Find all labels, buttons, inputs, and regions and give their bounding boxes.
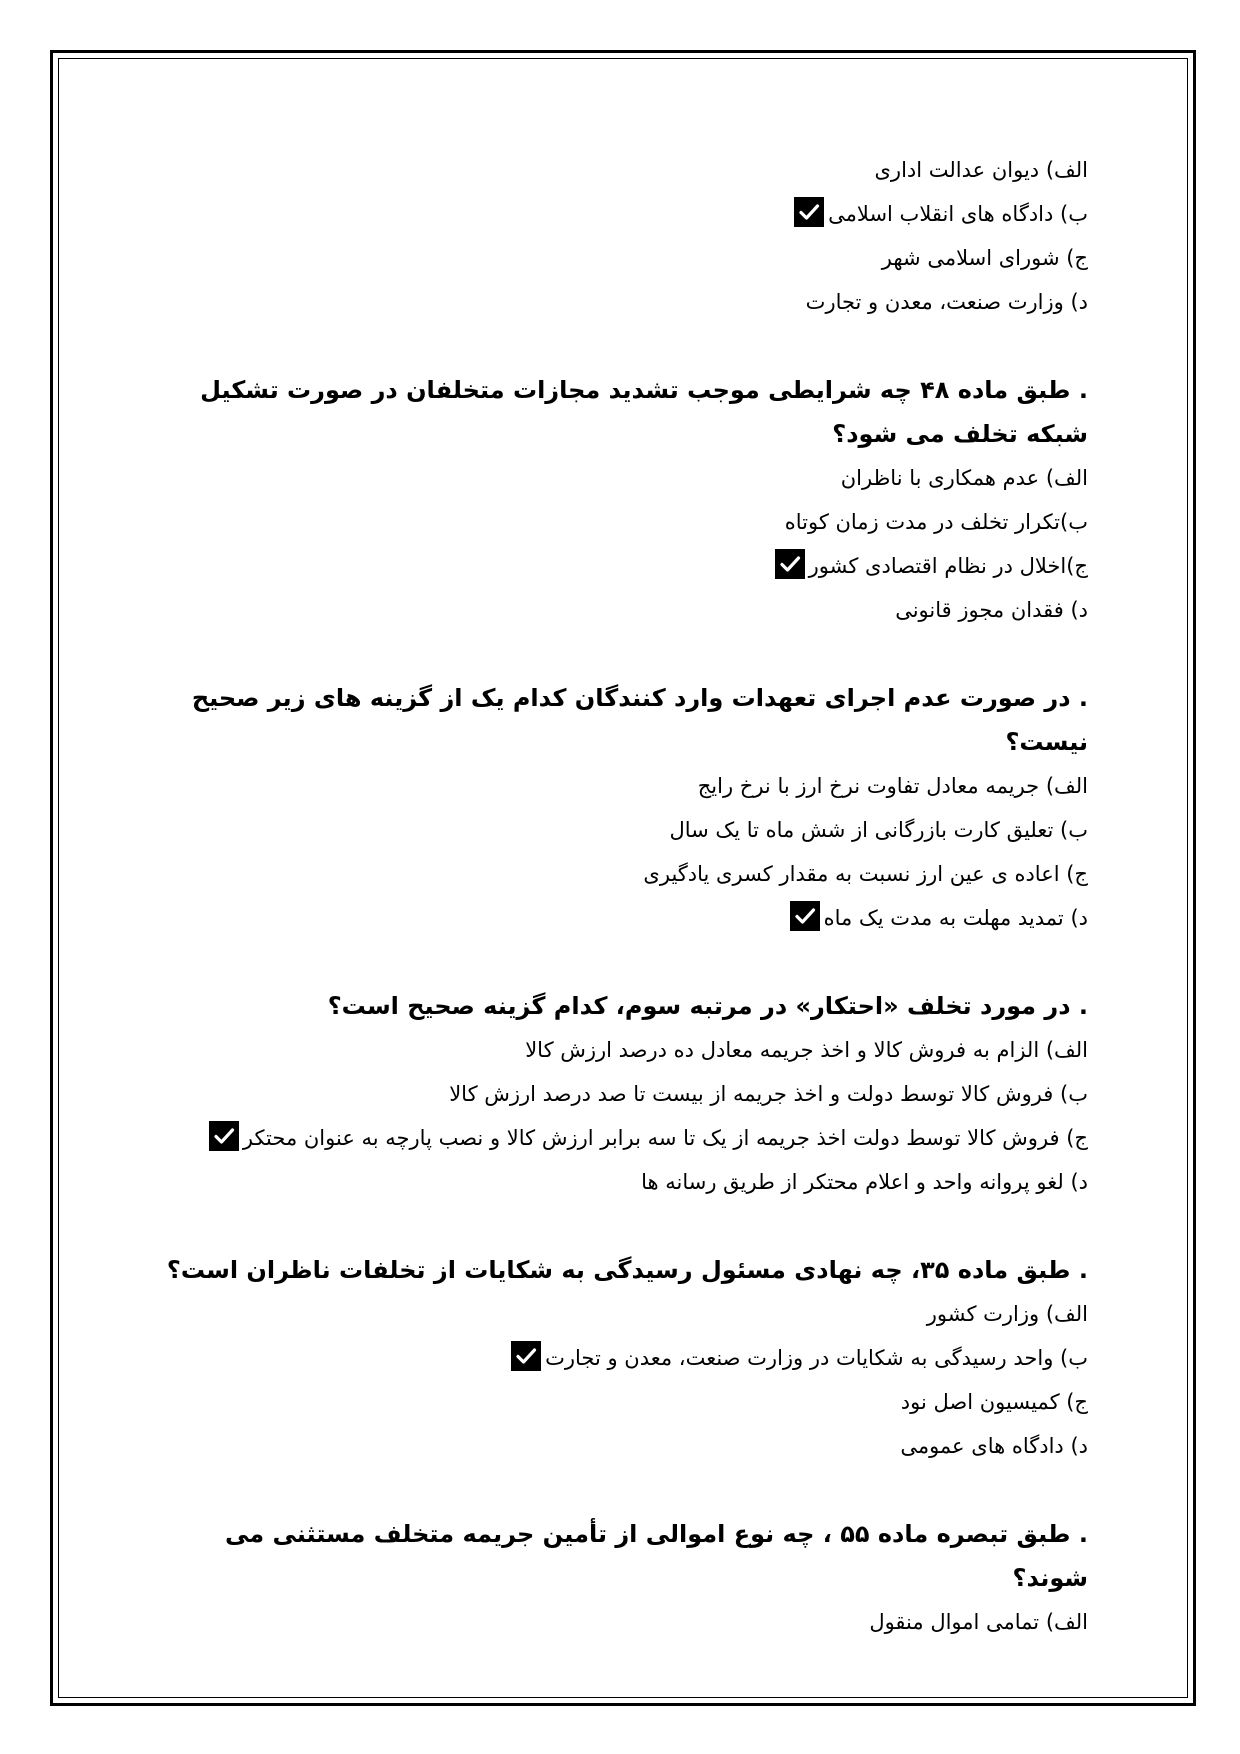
question-block	[150, 984, 1088, 1204]
question-text: . در صورت عدم اجرای تعهدات وارد کنندگان کدام یک از گزینه های زیر صحیح نیست؟	[191, 684, 1088, 756]
answer-option-text: الف) تمامی اموال منقول	[869, 1610, 1088, 1634]
question-block	[150, 148, 1088, 324]
question-text: . طبق ماده ۴۸ چه شرایطی موجب تشدید مجازات متخلفان در صورت تشکیل شبکه تخلف می شود؟	[200, 376, 1088, 448]
answer-option	[150, 1292, 1088, 1336]
answer-option-text: ب) تعلیق کارت بازرگانی از شش ماه تا یک سال	[669, 818, 1088, 842]
answer-option	[150, 456, 1088, 500]
answer-option-text: الف) وزارت کشور	[926, 1302, 1088, 1326]
answer-option-text: د) تمدید مهلت به مدت یک ماه	[823, 906, 1088, 930]
answer-option	[150, 1424, 1088, 1468]
answer-option-text: ب)تکرار تخلف در مدت زمان کوتاه	[784, 510, 1088, 534]
answer-option-text: ج) فروش کالا توسط دولت اخذ جریمه از یک تا سه برابر ارزش کالا و نصب پارچه به عنوان محتکر	[242, 1126, 1088, 1150]
answer-option	[150, 500, 1088, 544]
answer-option	[150, 1380, 1088, 1424]
question-block	[150, 368, 1088, 632]
answer-option	[150, 896, 1088, 940]
answer-option-text: ج)اخلال در نظام اقتصادی کشور	[808, 554, 1088, 578]
question-block	[150, 1248, 1088, 1468]
answer-option	[150, 236, 1088, 280]
question-text: . طبق ماده ۳۵، چه نهادی مسئول رسیدگی به شکایات از تخلفات ناظران است؟	[166, 1256, 1088, 1284]
answer-option-text: الف) الزام به فروش کالا و اخذ جریمه معادل ده درصد ارزش کالا	[525, 1038, 1088, 1062]
answer-option	[150, 1116, 1088, 1160]
answer-option-text: ب) واحد رسیدگی به شکایات در وزارت صنعت، معدن و تجارت	[545, 1346, 1088, 1370]
answer-option-text: د) وزارت صنعت، معدن و تجارت	[805, 290, 1088, 314]
answer-option	[150, 1160, 1088, 1204]
question-text: . طبق تبصره ماده ۵۵ ، چه نوع اموالی از تأمین جریمه متخلف مستثنی می شوند؟	[224, 1520, 1088, 1592]
answer-option	[150, 808, 1088, 852]
answer-option	[150, 1600, 1088, 1644]
checkmark-icon	[511, 1341, 541, 1371]
answer-option-text: د) فقدان مجوز قانونی	[895, 598, 1088, 622]
answer-option-text: ج) کمیسیون اصل نود	[900, 1390, 1088, 1414]
question-block	[150, 1512, 1088, 1644]
answer-option	[150, 1336, 1088, 1380]
answer-option	[150, 852, 1088, 896]
answer-option-text: ب) دادگاه های انقلاب اسلامی	[828, 202, 1088, 226]
answer-option-text: ج) اعاده ی عین ارز نسبت به مقدار کسری یادگیری	[643, 862, 1088, 886]
checkmark-icon	[209, 1121, 239, 1151]
answer-option	[150, 1028, 1088, 1072]
checkmark-icon	[794, 197, 824, 227]
checkmark-icon	[775, 549, 805, 579]
answer-option-text: الف) عدم همکاری با ناظران	[840, 466, 1088, 490]
answer-option	[150, 1072, 1088, 1116]
answer-option-text: د) دادگاه های عمومی	[900, 1434, 1088, 1458]
question-list	[150, 148, 1088, 1688]
question-block	[150, 676, 1088, 940]
question-text: . در مورد تخلف «احتکار» در مرتبه سوم، کدام گزینه صحیح است؟	[327, 992, 1088, 1020]
answer-option-text: ج) شورای اسلامی شهر	[881, 246, 1088, 270]
answer-option-text: الف) دیوان عدالت اداری	[874, 158, 1088, 182]
answer-option-text: ب) فروش کالا توسط دولت و اخذ جریمه از بیست تا صد درصد ارزش کالا	[449, 1082, 1088, 1106]
answer-option	[150, 544, 1088, 588]
answer-option	[150, 764, 1088, 808]
answer-option	[150, 148, 1088, 192]
answer-option	[150, 280, 1088, 324]
answer-option	[150, 588, 1088, 632]
answer-option-text: د) لغو پروانه واحد و اعلام محتکر از طریق رسانه ها	[641, 1170, 1088, 1194]
answer-option-text: الف) جریمه معادل تفاوت نرخ ارز با نرخ رایج	[697, 774, 1088, 798]
answer-option	[150, 192, 1088, 236]
checkmark-icon	[790, 901, 820, 931]
